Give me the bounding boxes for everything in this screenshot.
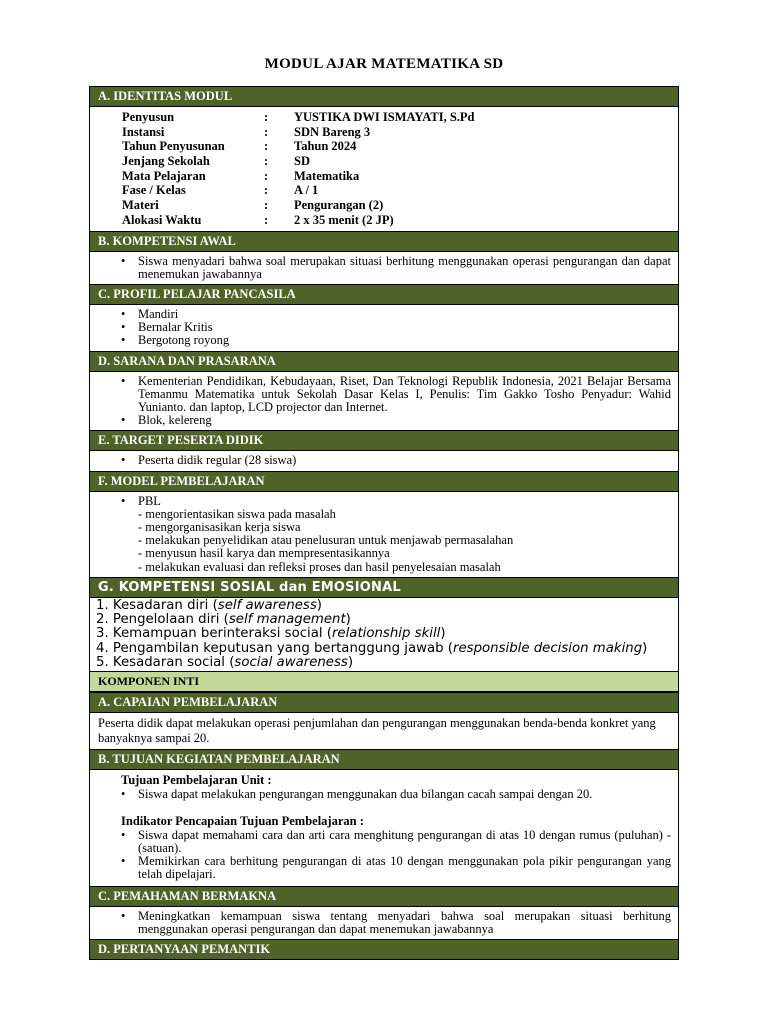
identitas-row [122,154,678,169]
list-item: • Siswa dapat memahami cara dan arti cara menghitung pengurangan di atas 10 dengan rumus (puluhan) - (satuan). [138,829,671,855]
list-item: • Memikirkan cara berhitung pengurangan di atas 10 dengan menggunakan pola pikir pengurangan yang telah dipelajari. [138,855,671,881]
sosial-item [96,599,674,613]
identitas-label: Penyusun [122,110,175,124]
section-pemantik-header: D. PERTANYAAN PEMANTIK [90,939,678,960]
identitas-colon: : [264,198,269,213]
sosial-term: responsible decision making [453,640,643,656]
list-item: • Siswa menyadari bahwa soal merupakan situasi berhitung menggunakan operasi pengurangan dan dapat menemukan jawabannya [138,255,671,281]
sosial-item [96,642,674,656]
identitas-row [122,183,678,198]
identitas-colon: : [264,168,269,183]
identitas-label: Fase / Kelas [122,183,186,198]
tujuan-unit-list [121,787,671,801]
model-step: - melakukan evaluasi dan refleksi proses dan hasil penyelesaian masalah [138,559,501,574]
identitas-row [122,139,678,154]
sosial-text: 5. Kesadaran social ( [96,654,235,670]
sosial-text: ) [642,640,648,656]
identitas-value: YUSTIKA DWI ISMAYATI, S.Pd [294,110,475,124]
sosial-term: social awareness [234,654,348,670]
identitas-value: Tahun 2024 [294,139,357,154]
pemahaman-list [90,907,678,939]
model-step: - mengorientasikan siswa pada masalah [138,506,336,521]
identitas-value: SD [294,154,310,169]
model-list [90,492,678,577]
identitas-row [122,198,678,213]
profil-list [90,305,678,351]
identitas-value: SDN Bareng 3 [294,124,371,139]
sosial-list [90,598,678,671]
section-sarana-header: D. SARANA DAN PRASARANA [90,351,678,372]
list-item: • Kementerian Pendidikan, Kebudayaan, Riset, Dan Teknologi Republik Indonesia, 2021 Belajar Bersama Temanmu Matematika untuk Sekolah Dasar Kelas I, Penulis: Tim Gakko Tosho Penyadur: Wahid Yunianto. dan laptop, LCD projector dan Internet. [138,375,671,415]
identitas-colon: : [264,139,269,154]
list-item: • Meningkatkan kemampuan siswa tentang menyadari bahwa soal merupakan situasi berhitung menggunakan operasi pengurangan dan dapat menemukan jawabannya [138,910,671,936]
model-name: • PBL [138,493,161,508]
identitas-row [122,125,678,140]
sosial-item [96,627,674,641]
sosial-item [96,656,674,670]
sosial-text: 4. Pengambilan keputusan yang bertanggung jawab ( [96,640,453,656]
sosial-text: ) [345,612,351,628]
identitas-colon: : [264,183,269,198]
section-profil-header: C. PROFIL PELAJAR PANCASILA [90,284,678,305]
identitas-label: Tahun Penyusunan [122,139,225,154]
identitas-row [122,213,678,228]
identitas-row [122,169,678,184]
identitas-value: A / 1 [294,183,319,198]
spacer [121,802,671,815]
list-item: • Blok, kelereng [138,414,671,427]
section-tujuan-header: B. TUJUAN KEGIATAN PEMBELAJARAN [90,749,678,770]
list-item: • Siswa dapat melakukan pengurangan menggunakan dua bilangan cacah sampai dengan 20. [138,788,671,801]
sosial-term: self management [228,612,346,628]
target-list [90,451,678,470]
model-step: - melakukan penyelidikan atau penelusuran untuk menjawab permasalahan [138,533,514,548]
section-kompetensi-awal-header: B. KOMPETENSI AWAL [90,231,678,252]
identitas-value: 2 x 35 menit (2 JP) [294,212,394,227]
section-pemahaman-header: C. PEMAHAMAN BERMAKNA [90,886,678,907]
identitas-table [90,107,678,231]
sosial-term: relationship skill [331,626,441,642]
sosial-item [96,613,674,627]
sosial-text: 3. Kemampuan berinteraksi social ( [96,626,332,642]
list-item: • Peserta didik regular (28 siswa) [138,454,671,467]
sarana-list [90,372,678,431]
list-item: • Bergotong royong [138,334,671,347]
section-target-header: E. TARGET PESERTA DIDIK [90,430,678,451]
tujuan-block [90,770,678,885]
sosial-text: 1. Kesadaran diri ( [96,597,218,613]
model-step: - mengorganisasikan kerja siswa [138,519,301,534]
list-item: • Mandiri [138,308,671,321]
section-model-header: F. MODEL PEMBELAJARAN [90,471,678,492]
tujuan-unit-heading: Tujuan Pembelajaran Unit : [121,773,272,788]
sosial-term: self awareness [217,597,317,613]
identitas-colon: : [264,212,269,227]
list-item: • Bernalar Kritis [138,321,671,334]
sosial-text: ) [440,626,446,642]
identitas-label: Jenjang Sekolah [122,154,210,169]
identitas-label: Mata Pelajaran [122,168,206,183]
identitas-label: Materi [122,198,159,213]
section-sosial-header: G. KOMPETENSI SOSIAL dan EMOSIONAL [90,577,678,598]
identitas-label: Instansi [122,124,165,139]
section-capaian-header: A. CAPAIAN PEMBELAJARAN [90,692,678,713]
section-identitas-header: A. IDENTITAS MODUL [90,86,678,107]
indikator-list [121,828,671,882]
identitas-colon: : [264,154,269,169]
list-item [138,495,671,574]
identitas-value: Matematika [294,168,360,183]
identitas-row [122,110,678,125]
indikator-heading: Indikator Pencapaian Tujuan Pembelajaran : [121,813,364,828]
document-title: MODUL AJAR MATEMATIKA SD [264,56,504,72]
sosial-text: 2. Pengelolaan diri ( [96,612,229,628]
sosial-text: ) [347,654,354,670]
model-step: - menyusun hasil karya dan mempresentasikannya [138,546,390,561]
komponen-inti-header: KOMPONEN INTI [90,671,678,692]
sosial-text: ) [316,597,322,613]
identitas-colon: : [264,110,269,124]
identitas-value: Pengurangan (2) [294,198,384,213]
identitas-label: Alokasi Waktu [122,212,202,227]
module-document [89,86,679,960]
capaian-text: Peserta didik dapat melakukan operasi penjumlahan dan pengurangan menggunakan benda-benda konkret yang banyaknya sampai 20. [98,716,656,746]
identitas-colon: : [264,124,269,139]
kompetensi-awal-list [90,252,678,284]
